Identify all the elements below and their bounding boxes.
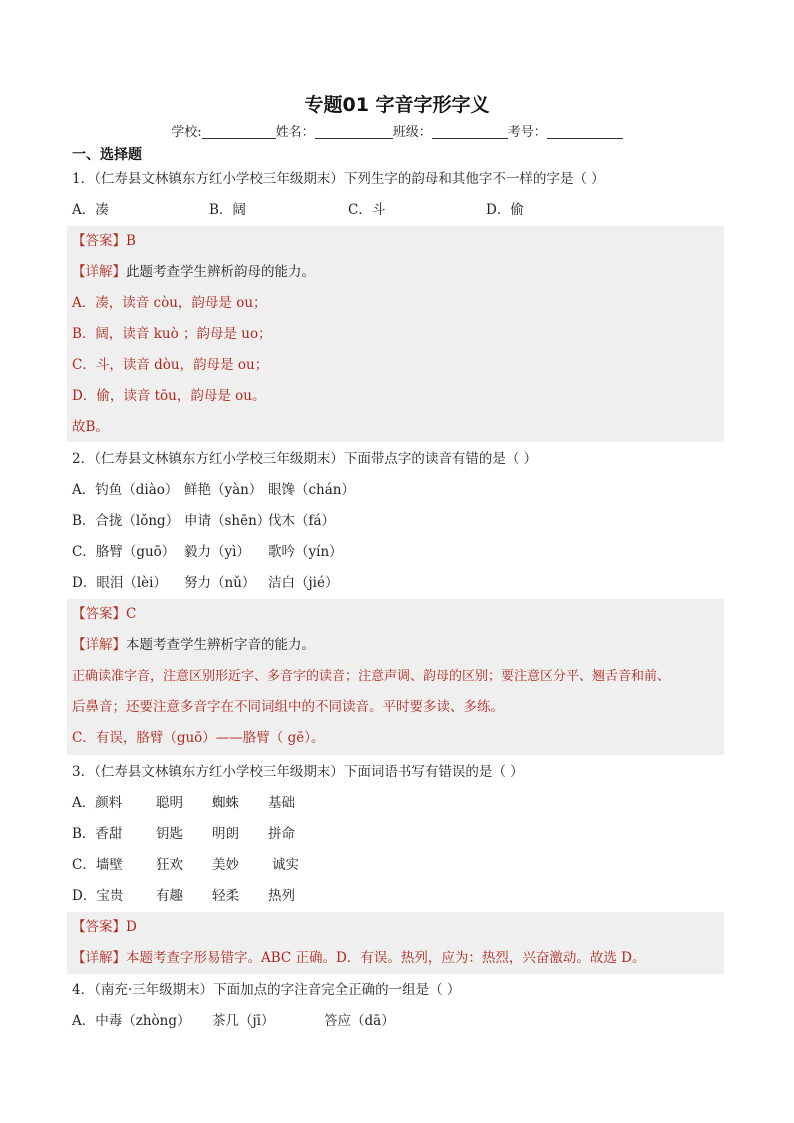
q3-word: 聪明 [156, 795, 183, 811]
section-heading: 一、选择题 [72, 147, 142, 163]
q4-option-row [72, 1006, 472, 1037]
q1-stem: 1．（仁寿县文林镇东方红小学校三年级期末）下列生字的韵母和其他字不一样的字是（ ） [72, 171, 605, 187]
q2-word: 申请（shēn） [184, 513, 271, 529]
q2-word: 歌吟（yín） [268, 544, 343, 560]
q3-option-row [72, 881, 372, 912]
q2-option-row [72, 537, 472, 568]
q3-option-row [72, 788, 372, 819]
answer-value: B [126, 233, 136, 249]
detail-text: 此题考查学生辨析韵母的能力。 [126, 264, 315, 280]
q3-word: B．香甜 [72, 826, 123, 842]
q3-option-row [72, 850, 372, 881]
q3-word: 蜘蛛 [212, 795, 239, 811]
student-info-line [0, 121, 794, 140]
school-label: 学校: [171, 125, 202, 140]
answer-value: D [126, 919, 137, 935]
q3-word: 诚实 [272, 857, 299, 873]
q3-word: 拼命 [268, 826, 295, 842]
q3-word: 狂欢 [156, 857, 183, 873]
q2-word: 眼馋（chán） [268, 482, 355, 498]
class-label: 班级： [392, 125, 432, 140]
q1-option-d: D．偷 [486, 202, 524, 218]
q2-word: 毅力（yì） [184, 544, 250, 560]
q2-conclusion: C．有误，胳臂（guō）——胳臂（ gē）。 [72, 730, 325, 746]
q2-word: 洁白（jié） [268, 575, 339, 591]
exam-no-blank [547, 124, 623, 139]
q4-word: 茶几（jī） [212, 1013, 275, 1029]
q2-option-row [72, 568, 472, 599]
q3-stem: 3．（仁寿县文林镇东方红小学校三年级期末）下面词语书写有错误的是（ ） [72, 764, 524, 780]
q2-detail [72, 630, 315, 661]
q1-detail [72, 257, 315, 288]
q1-explain-c: C．斗，读音 dòu，韵母是 ou； [72, 357, 269, 373]
q1-conclusion: 故B。 [72, 419, 109, 435]
q4-stem: 4．（南充·三年级期末）下面加点的字注音完全正确的一组是（ ） [72, 982, 461, 998]
q1-option-c: C．斗 [348, 202, 386, 218]
answer-tag: 【答案】 [72, 919, 126, 935]
q3-word: 钥匙 [156, 826, 183, 842]
school-blank [202, 124, 276, 139]
q2-word: 努力（nǔ） [184, 575, 256, 591]
q1-explain-d: D．偷，读音 tōu，韵母是 ou。 [72, 388, 266, 404]
q2-explain-p2: 后鼻音；还要注意多音字在不同词组中的不同读音。平时要多读、多练。 [72, 699, 504, 715]
q2-option-b: B．合拢（lǒng） [72, 513, 180, 529]
q1-option-b: B．阔 [209, 202, 246, 218]
detail-text: 本题考查字形易错字。ABC 正确。D．有误。热列，应为：热烈，兴奋激动。故选 D。 [126, 950, 646, 966]
q1-option-a: A．凑 [72, 202, 109, 218]
q3-word: 轻柔 [212, 888, 239, 904]
answer-value: C [126, 606, 137, 622]
q2-option-d: D．眼泪（lèi） [72, 575, 167, 591]
q3-word: 基础 [268, 795, 295, 811]
q2-word: 伐木（fá） [268, 513, 336, 529]
page-title: 专题01 字音字形字义 [304, 94, 490, 116]
q2-word: 鲜艳（yàn） [184, 482, 263, 498]
q2-option-c: C．胳臂（guō） [72, 544, 176, 560]
q3-word: 有趣 [156, 888, 183, 904]
q1-options [72, 195, 572, 226]
answer-tag: 【答案】 [72, 233, 126, 249]
q3-word: 明朗 [212, 826, 239, 842]
class-blank [432, 124, 508, 139]
q3-detail [72, 943, 645, 974]
detail-tag: 【详解】 [72, 637, 126, 653]
name-label: 姓名： [275, 125, 315, 140]
detail-tag: 【详解】 [72, 950, 126, 966]
q3-word: 美妙 [212, 857, 239, 873]
q2-explain-p1: 正确读准字音，注意区别形近字、多音字的读音；注意声调、韵母的区别；要注意区分平、翘舌音和前、 [72, 669, 671, 684]
q3-word: C．墙壁 [72, 857, 123, 873]
q3-answer [72, 912, 137, 943]
q3-word: 热列 [268, 888, 295, 904]
q3-option-row [72, 819, 372, 850]
answer-tag: 【答案】 [72, 606, 126, 622]
detail-tag: 【详解】 [72, 264, 126, 280]
q1-answer [72, 226, 136, 257]
exam-no-label: 考号： [507, 125, 547, 140]
q1-explain-a: A．凑，读音 còu，韵母是 ou； [72, 295, 267, 311]
q2-answer [72, 599, 136, 630]
q2-option-a: A．钓鱼（diào） [72, 482, 179, 498]
q2-option-row [72, 475, 472, 506]
q3-word: A．颜料 [72, 795, 123, 811]
name-blank [315, 124, 393, 139]
q3-word: D．宝贵 [72, 888, 124, 904]
q4-word: 答应（dā） [324, 1013, 395, 1029]
detail-text: 本题考查学生辨析字音的能力。 [126, 637, 315, 653]
q1-explain-b: B．阔，读音 kuò ；韵母是 uo； [72, 326, 272, 342]
q2-stem: 2．（仁寿县文林镇东方红小学校三年级期末）下面带点字的读音有错的是（ ） [72, 451, 538, 467]
q4-option-a: A．中毒（zhòng） [72, 1013, 191, 1029]
q2-option-row [72, 506, 472, 537]
